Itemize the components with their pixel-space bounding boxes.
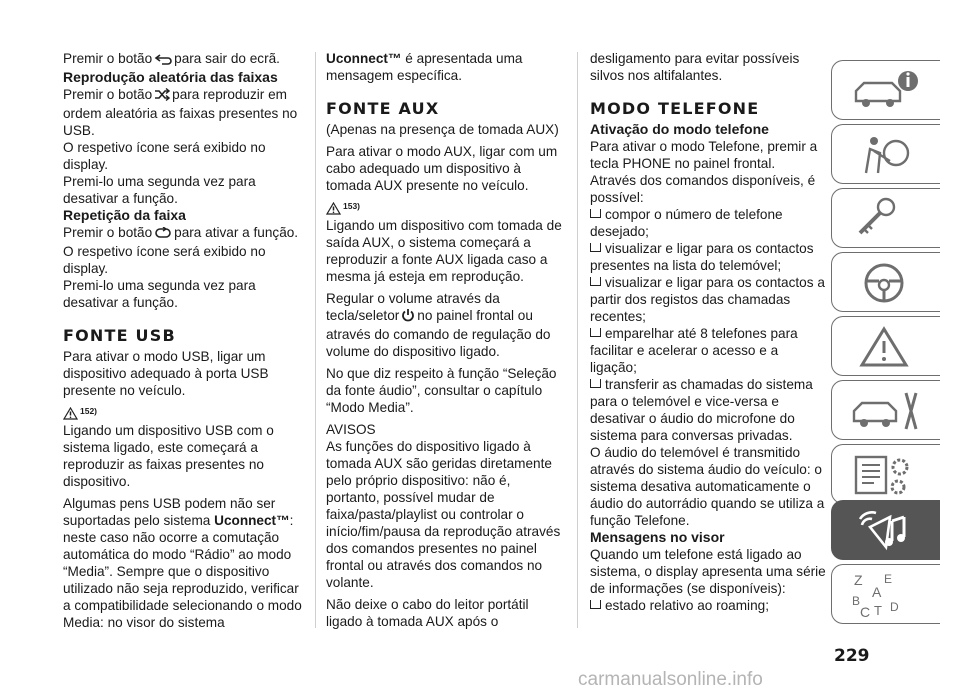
heading-shuffle: Reprodução aleatória das faixas (63, 69, 278, 85)
warning-ref: 153) (326, 198, 562, 215)
paragraph: Premir o botão para reproduzir em ordem aleatória as faixas presentes no USB. (63, 87, 298, 138)
column-divider (577, 52, 578, 628)
section-heading-aux: FONTE AUX (326, 99, 440, 118)
section-heading-phone: MODO TELEFONE (590, 99, 760, 118)
paragraph: Quando um telefone está ligado ao sistema, o display apresenta uma série de informações (se disponíveis): (590, 547, 826, 596)
paragraph: (Apenas na presença de tomada AUX) (326, 122, 559, 137)
section-heading-usb: FONTE USB (63, 326, 176, 345)
warning-icon (326, 202, 341, 215)
heading-repeat: Repetição da faixa (63, 207, 186, 223)
paragraph: As funções do dispositivo ligado à tomada AUX são geridas diretamente pelo próprio dispositivo: não é, portanto, possível mudar de faixa/pasta/playlist ou controlar o início/fim/pausa da reprodução através dos comandos presentes no painel frontal ou através dos comandos no volante. (326, 439, 561, 590)
bullet-icon (590, 277, 601, 286)
paragraph: O respetivo ícone será exibido no display. (63, 140, 266, 172)
tab-driving[interactable] (831, 252, 940, 312)
page-number: 229 (834, 646, 870, 666)
paragraph: O respetivo ícone será exibido no display. (63, 244, 266, 276)
paragraph: AVISOS (326, 422, 376, 437)
paragraph: Para ativar o modo USB, ligar um dispositivo adequado à porta USB presente no veículo. (63, 349, 269, 398)
warning-triangle-icon (850, 323, 926, 371)
paragraph: Algumas pens USB podem não ser suportadas pelo sistema Uconnect™: neste caso não ocorre a comutação automática do modo “Rádio” ao modo “Media”. Sempre que o dispositivo utilizado não seja reproduzido, verificar a compatibilidade selecionando o modo Media: no visor do sistema (63, 496, 302, 630)
paragraph: desligamento para evitar possíveis silvos nos altifalantes. (590, 51, 800, 83)
svg-text:T: T (874, 603, 882, 618)
paragraph: Premir o botão para ativar a função. (63, 224, 305, 243)
paragraph: Regular o volume através da tecla/seletor no painel frontal ou através do comando de regulação do volume do dispositivo ligado. (326, 291, 551, 359)
paragraph: Premir o botão para sair do ecrã. (63, 50, 305, 69)
paragraph: No que diz respeito à função “Seleção da fonte áudio”, consultar o capítulo “Modo Media”. (326, 366, 557, 415)
tab-maintenance[interactable] (831, 380, 940, 440)
heading-activate: Ativação do modo telefone (590, 121, 769, 137)
list-item: compor o número de telefone desejado; (590, 207, 783, 239)
multimedia-icon (850, 507, 926, 555)
svg-text:A: A (872, 584, 882, 600)
paragraph: Através dos comandos disponíveis, é possível: (590, 173, 816, 205)
steering-wheel-icon (850, 259, 926, 307)
column-divider (315, 52, 316, 628)
bullet-icon (590, 209, 601, 218)
alphabet-index-icon (850, 571, 926, 623)
paragraph: Uconnect™ é apresentada uma mensagem específica. (326, 51, 523, 83)
watermark: carmanualsonline.info (578, 669, 763, 690)
car-service-icon (850, 387, 926, 435)
tab-technical-data[interactable] (831, 444, 940, 504)
list-item: estado relativo ao roaming; (590, 597, 826, 614)
svg-text:D: D (890, 600, 899, 614)
document-settings-icon (850, 451, 926, 499)
warning-icon (63, 407, 78, 420)
tab-multimedia[interactable] (831, 500, 940, 560)
paragraph: Premi-lo uma segunda vez para desativar a função. (63, 278, 256, 310)
svg-text:E: E (884, 572, 893, 586)
bullet-icon (590, 600, 601, 609)
bullet-icon (590, 243, 601, 252)
list-item: emparelhar até 8 telefones para facilitar e acelerar o acesso e a ligação; (590, 326, 798, 375)
tab-safety[interactable] (831, 124, 940, 184)
tab-index[interactable] (831, 564, 940, 624)
bullet-icon (590, 379, 601, 388)
paragraph: Não deixe o cabo do leitor portátil ligado à tomada AUX após o (326, 597, 529, 629)
repeat-icon (154, 226, 172, 243)
heading-messages: Mensagens no visor (590, 529, 725, 545)
paragraph: Ligando um dispositivo USB com o sistema ligado, este começará a reproduzir as faixas presentes no dispositivo. (63, 423, 274, 489)
svg-text:B: B (852, 594, 861, 608)
shuffle-icon (154, 88, 170, 105)
paragraph: Ligando um dispositivo com tomada de saída AUX, o sistema começará a reproduzir a fonte AUX ligada caso a mesma já esteja em reprodução. (326, 218, 562, 284)
key-icon (850, 195, 926, 243)
column-2 (326, 50, 562, 630)
power-knob-icon (401, 308, 415, 326)
warning-ref: 152) (63, 403, 305, 420)
paragraph: Para ativar o modo Telefone, premir a tecla PHONE no painel frontal. (590, 139, 818, 171)
airbag-icon (850, 131, 926, 179)
paragraph: Para ativar o modo AUX, ligar com um cabo adequado um dispositivo à tomada AUX presente no veículo. (326, 144, 558, 193)
list-item: visualizar e ligar para os contactos a partir dos registos das chamadas recentes; (590, 275, 825, 324)
paragraph: O áudio do telemóvel é transmitido através do sistema áudio do veículo: o sistema desativa automaticamente o áudio do autorrádio quando se utiliza a função Telefone. (590, 445, 825, 528)
paragraph: Premi-lo uma segunda vez para desativar a função. (63, 174, 256, 206)
list-item: visualizar e ligar para os contactos presentes na lista do telemóvel; (590, 241, 814, 273)
bullet-icon (590, 328, 601, 337)
back-arrow-icon (154, 52, 172, 69)
tab-emergency[interactable] (831, 316, 940, 376)
column-1 (63, 50, 305, 631)
svg-text:C: C (860, 604, 871, 620)
svg-text:Z: Z (854, 572, 863, 588)
tab-starting[interactable] (831, 188, 940, 248)
column-3 (590, 50, 826, 614)
car-info-icon (850, 67, 926, 115)
list-item: transferir as chamadas do sistema para o telemóvel e vice-versa e desativar o áudio do microfone do sistema para conversas privadas. (590, 377, 813, 443)
tab-car-info[interactable] (831, 60, 940, 120)
